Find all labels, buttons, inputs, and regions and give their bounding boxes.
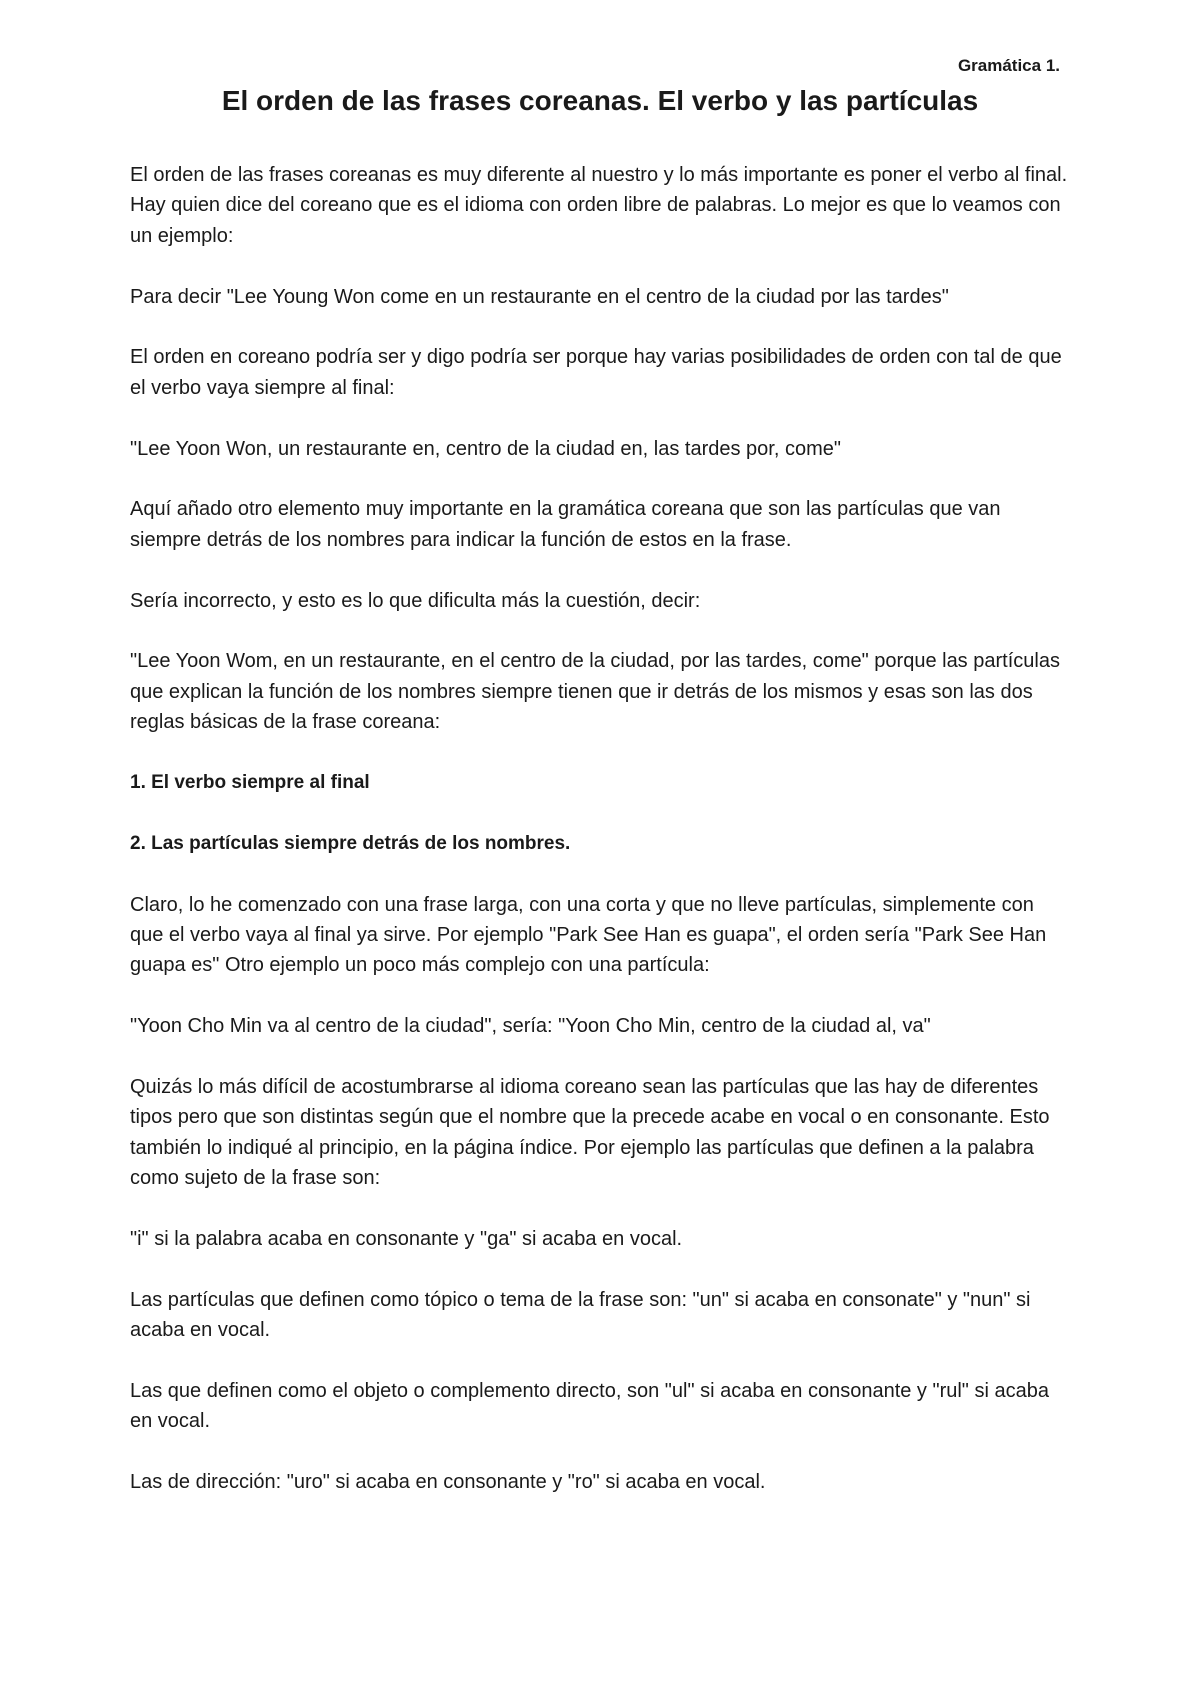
paragraph: "Lee Yoon Wom, en un restaurante, en el centro de la ciudad, por las tardes, come" porque las partículas que explican la función de los nombres siempre tienen que ir detrás de los mismos y esas son las dos reglas básicas de la frase coreana: (130, 650, 1060, 734)
paragraph: Sería incorrecto, y esto es lo que dificulta más la cuestión, decir: (130, 589, 701, 612)
document-title: El orden de las frases coreanas. El verbo y las partículas (221, 85, 979, 116)
paragraph: "i" si la palabra acaba en consonante y "ga" si acaba en vocal. (130, 1228, 683, 1251)
paragraph: "Yoon Cho Min va al centro de la ciudad", sería: "Yoon Cho Min, centro de la ciudad al, va" (130, 1015, 931, 1038)
rule-1: 1. El verbo siempre al final (130, 772, 370, 794)
paragraph: Claro, lo he comenzado con una frase larga, con una corta y que no lleve partículas, simplemente con que el verbo vaya al final ya sirve. Por ejemplo "Park See Han es guapa", el orden sería "Park See Han guapa es" Otro ejemplo un poco más complejo con una partícula: (130, 893, 1047, 977)
paragraph: El orden en coreano podría ser y digo podría ser porque hay varias posibilidades de orden con tal de que el verbo vaya siempre al final: (130, 346, 1062, 399)
paragraph: Las de dirección: "uro" si acaba en consonante y "ro" si acaba en vocal. (130, 1471, 766, 1494)
paragraph: Quizás lo más difícil de acostumbrarse al idioma coreano sean las partículas que las hay de diferentes tipos pero que son distintas según que el nombre que la precede acabe en vocal o en consonante. Esto también lo indiqué al principio, en la página índice. Por ejemplo las partículas que definen a la palabra como sujeto de la frase son: (130, 1076, 1050, 1190)
paragraph: "Lee Yoon Won, un restaurante en, centro de la ciudad en, las tardes por, come" (130, 437, 841, 460)
paragraph: Las que definen como el objeto o complemento directo, son "ul" si acaba en consonante y "rul" si acaba en vocal. (130, 1380, 1049, 1433)
paragraph: Aquí añado otro elemento muy importante en la gramática coreana que son las partículas que van siempre detrás de los nombres para indicar la función de estos en la frase. (130, 498, 1001, 551)
paragraph: Las partículas que definen como tópico o tema de la frase son: "un" si acaba en consonate" y "nun" si acaba en vocal. (130, 1288, 1031, 1342)
header-label: Gramática 1. (957, 56, 1060, 75)
paragraph: El orden de las frases coreanas es muy diferente al nuestro y lo más importante es poner el verbo al final. Hay quien dice del coreano que es el idioma con orden libre de palabras. Lo mejor es que lo veamos con un ejemplo: (130, 164, 1068, 247)
paragraph: Para decir "Lee Young Won come en un restaurante en el centro de la ciudad por las tardes" (130, 285, 949, 308)
rule-2: 2. Las partículas siempre detrás de los nombres. (130, 832, 571, 854)
document-body (130, 160, 1070, 1528)
